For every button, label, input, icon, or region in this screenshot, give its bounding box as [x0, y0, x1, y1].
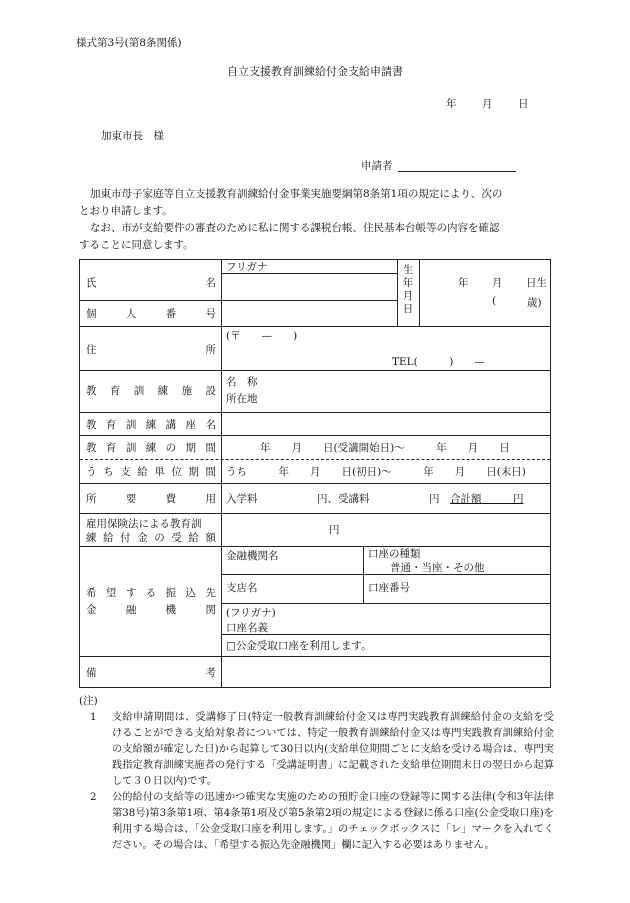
account-furigana-label: (フリガナ) — [226, 607, 276, 619]
account-number-label: 口座番号 — [368, 582, 410, 594]
applicant-signature-line[interactable] — [398, 171, 516, 172]
intro-paragraph-1: 加東市母子家庭等自立支援教育訓練給付金事業実施要綱第8条第1項の規定により、次の — [90, 188, 503, 200]
account-holder-label: 口座名義 — [226, 622, 268, 634]
date-day-label: 日 — [518, 98, 529, 110]
intro-paragraph-2: なお、市が支給要件の審査のために私に関する課税台帳、住民基本台帳等の内容を確認 — [90, 222, 500, 234]
enrollment-fee-label: 入学料 — [226, 493, 258, 505]
account-type-label: 口座の種類 — [368, 548, 421, 560]
course-name-field[interactable] — [222, 413, 549, 434]
date-month-label: 月 — [482, 98, 493, 110]
note-item: 2 公的給付の支給等の迅速かつ確実な実施のための預貯金口座の登録等に関する法律(令和3年法律第38号)第3条第1項、第4条第1項及び第5条第2項の規定による登録に係る口座(公金受取口座)を利用する場合は、「公金受取口座を利用します。」のチェックボックスに「レ」マークを入れてください。その場合は、「希望する振込先金融機関」欄に記入する必要はありません。 — [90, 792, 554, 851]
branch-name-label: 支店名 — [226, 582, 258, 594]
bank-name-label: 金融機関名 — [226, 550, 279, 562]
form-number: 様式第3号(第8条関係) — [76, 37, 182, 49]
telephone[interactable]: TEL( ) — — [392, 356, 485, 368]
page-title: 自立支援教育訓練給付金支給申請書 — [227, 65, 403, 78]
unit-period-value[interactable]: うち 年 月 日(初日)～ 年 月 日(末日) — [226, 466, 526, 478]
name-label: 氏 名 — [86, 277, 216, 289]
application-form-table — [79, 259, 551, 688]
intro-paragraph-1-cont: とおり申請します。 — [79, 205, 173, 217]
note-item: 1 支給申請期間は、受講修了日(特定一般教育訓練給付金又は専門実践教育訓練給付金の支給を受けることができる支給対象者については、特定一般教育訓練給付金又は専門実践教育訓練給付金の支給額が確定した日)から起算して30日以内(支給単位期間ごとに支給を受ける場合は、専門実践指定教育訓練実施者の発行する「受講証明書」に記載された支給単位期間末日の翌日から起算して３０日以内)です。 — [90, 712, 554, 787]
applicant-label: 申請者 — [361, 160, 393, 172]
facility-location-label: 所在地 — [226, 393, 258, 405]
furigana-label: フリガナ — [226, 261, 268, 273]
remarks-label: 備 考 — [86, 667, 216, 679]
notes-list — [90, 710, 554, 854]
birth-month-label: 月 — [492, 277, 503, 289]
account-type-options[interactable]: 普通・当座・その他 — [390, 562, 485, 574]
date-year-label: 年 — [446, 98, 457, 110]
training-period-label: 教 育 訓 練 の 期 間 — [86, 442, 216, 454]
unit-period-label: う ち 支 給 単 位 期 間 — [86, 466, 216, 478]
age-label: 歳) — [527, 297, 542, 309]
tuition-fee-label: 円、受講料 — [317, 493, 370, 505]
training-period-value[interactable]: 年 月 日(受講開始日)～ 年 月 日 — [260, 442, 510, 454]
total-amount-label[interactable]: 合計額 円 — [450, 493, 524, 505]
facility-name-label: 名 称 — [226, 376, 258, 388]
bank-label-line2: 金 融 機 関 — [86, 604, 216, 616]
bank-label-line1: 希 望 す る 振 込 先 — [86, 587, 216, 599]
facility-label: 教 育 訓 練 施 設 — [86, 385, 216, 397]
age-open: ( — [492, 295, 497, 307]
employment-insurance-yen: 円 — [329, 524, 340, 536]
postal-code[interactable]: (〒 — ) — [226, 330, 298, 342]
notes-heading: (注) — [79, 695, 98, 707]
course-name-label: 教 育 訓 練 講 座 名 — [86, 419, 216, 431]
costs-label: 所 要 費 用 — [86, 493, 216, 505]
intro-paragraph-2-cont: することに同意します。 — [79, 239, 194, 251]
birth-day-label: 日生 — [526, 277, 547, 289]
public-account-checkbox[interactable]: □公金受取口座を利用します。 — [226, 640, 372, 652]
address-label: 住 所 — [86, 344, 216, 356]
remarks-field[interactable] — [222, 657, 549, 687]
addressee: 加東市長 様 — [101, 130, 164, 142]
yen-label: 円 — [429, 493, 440, 505]
birth-year-label: 年 — [458, 277, 469, 289]
personal-number-field[interactable] — [222, 301, 396, 325]
birth-date-label: 生 年 月 日 — [402, 264, 414, 315]
personal-number-label: 個 人 番 号 — [86, 308, 216, 320]
employment-insurance-label-line2: 練 給 付 金 の 受 給 額 — [86, 532, 216, 544]
employment-insurance-label-line1: 雇用保険法による教育訓 — [86, 518, 202, 530]
